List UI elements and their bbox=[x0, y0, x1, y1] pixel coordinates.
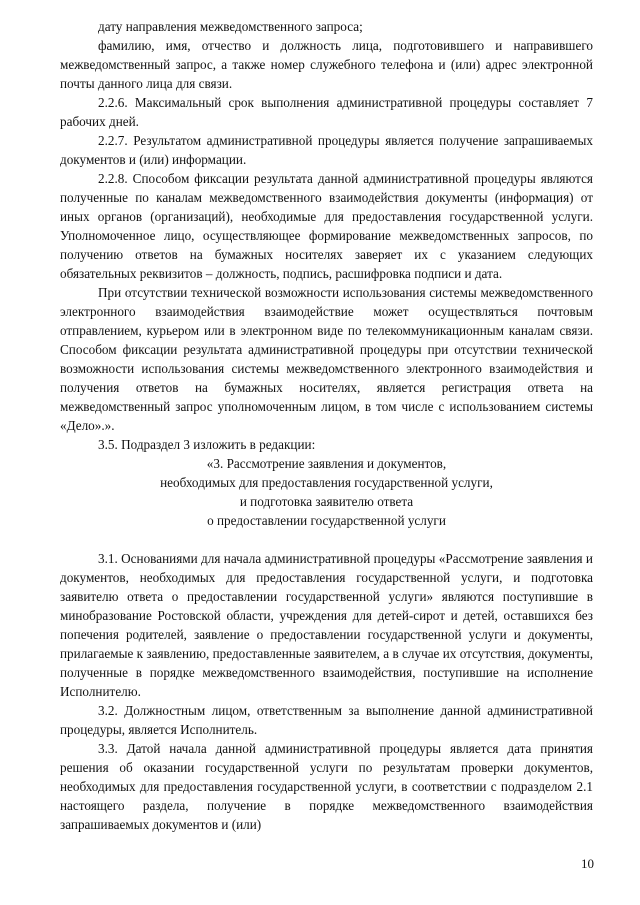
paragraph-3-5: 3.5. Подраздел 3 изложить в редакции: bbox=[98, 437, 316, 452]
paragraph-responsible-person: фамилию, имя, отчество и должность лица, подготовившего и направившего межведомственный запрос, а также номер служебного телефона и (или) адрес электронной почты данного лица для связи. bbox=[60, 38, 593, 91]
section-heading bbox=[60, 454, 593, 530]
paragraph-2-2-7: 2.2.7. Результатом административной процедуры является получение запрашиваемых документов и (или) информации. bbox=[60, 133, 593, 167]
paragraph-3-3: 3.3. Датой начала данной административной процедуры является дата принятия решения об оказании государственной услуги по результатам проверки документов, необходимых для предоставления государственной услуги, в соответствии с подразделом 2.1 настоящего раздела, получение в порядке межведомственного взаимодействия запрашиваемых документов и (или) bbox=[60, 741, 593, 832]
paragraph-2-2-8: 2.2.8. Способом фиксации результата данной административной процедуры являются полученные по каналам межведомственного взаимодействия документы (информация) от иных органов (организаций), необходимые для предоставления государственной услуги. Уполномоченное лицо, осуществляющее формирование межведомственных запросов, по получению ответов на бумажных носителях заверяет их с указанием следующих обязательных реквизитов – должность, подпись, расшифровка подписи и дата. bbox=[60, 171, 593, 281]
section-heading-line: и подготовка заявителю ответа bbox=[239, 494, 414, 509]
page-number: 10 bbox=[581, 856, 594, 871]
section-heading-line: необходимых для предоставления государственной услуги, bbox=[160, 475, 493, 490]
paragraph-2-2-6: 2.2.6. Максимальный срок выполнения административной процедуры составляет 7 рабочих дней. bbox=[60, 95, 593, 129]
paragraph-no-technical-possibility: При отсутствии технической возможности использования системы межведомственного электронного взаимодействия взаимодействие может осуществляться почтовым отправлением, курьером или в электронном виде по телекоммуникационным каналам связи. Способом фиксации результата административной процедуры при отсутствии технической возможности использования системы межведомственного электронного взаимодействия и получения ответов на бумажных носителях, является регистрация ответа на межведомственный запрос уполномоченным лицом, в том числе с использованием системы «Дело».». bbox=[60, 285, 593, 433]
paragraph-request-date: дату направления межведомственного запроса; bbox=[98, 19, 363, 34]
document-page bbox=[60, 17, 593, 834]
blank-line bbox=[60, 530, 593, 549]
paragraph-3-1: 3.1. Основаниями для начала административной процедуры «Рассмотрение заявления и документов, необходимых для предоставления государственной услуги, и подготовка заявителю ответа о предоставлении государственной услуги» являются поступившие в минобразование Ростовской области, учреждения для детей-сирот и детей, оставшихся без попечения родителей, заявление о предоставлении государственной услуги и документы, прилагаемые к заявлению, предоставленные заявителем, а в случае их отсутствия, документы, полученные в порядке межведомственного взаимодействия, поступившие на исполнение Исполнителю. bbox=[60, 551, 593, 699]
section-heading-line: «3. Рассмотрение заявления и документов, bbox=[206, 456, 447, 471]
section-heading-line: о предоставлении государственной услуги bbox=[207, 513, 446, 528]
paragraph-3-2: 3.2. Должностным лицом, ответственным за выполнение данной административной процедуры, является Исполнитель. bbox=[60, 703, 593, 737]
